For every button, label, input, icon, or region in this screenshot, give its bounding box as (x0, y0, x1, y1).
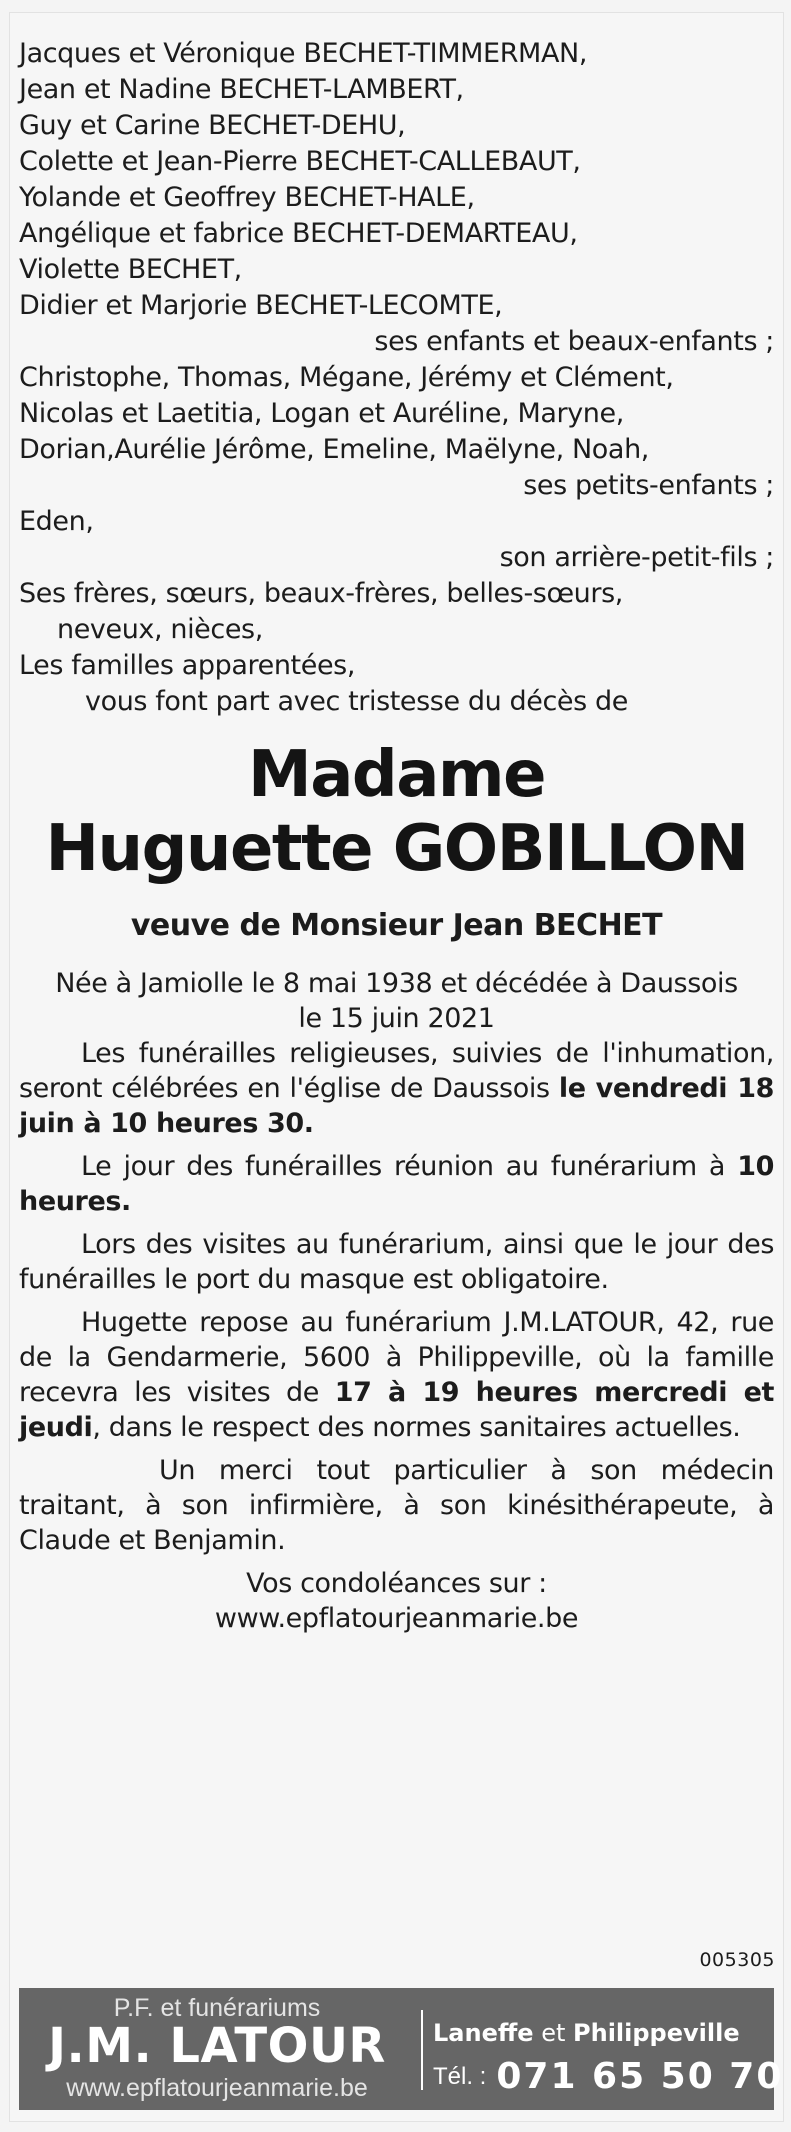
funeral-home-banner (19, 1988, 784, 2110)
thanks-paragraph: Un merci tout particulier à son médecin traitant, à son infirmière, à son kinésithérapeute, à Claude et Benjamin. (19, 1455, 774, 1556)
child-entry: Didier et Marjorie BECHET-LECOMTE, (19, 290, 503, 321)
funeral-text: Les funérailles religieuses, suivies de l'inhumation, seront célébrées en l'église de Daussois (19, 1038, 774, 1104)
rest-text: Hugette repose au funérarium J.M.LATOUR, 42, rue de la Gendarmerie, 5600 à Philippeville, où la famille recevra les visites de (19, 1307, 774, 1408)
great-grandchild-entry: Eden, (19, 506, 94, 537)
mask-paragraph: Lors des visites au funérarium, ainsi que le jour des funérailles le port du masque est obligatoire. (19, 1229, 774, 1295)
rest-paragraph (19, 1305, 774, 1445)
meeting-text: Le jour des funérailles réunion au funérarium à (81, 1151, 738, 1182)
birth-death-line: Née à Jamiolle le 8 mai 1938 et décédée à Daussois (55, 968, 738, 999)
grandchildren-entry: Nicolas et Laetitia, Logan et Auréline, Maryne, (19, 398, 624, 429)
siblings-line-continued: neveux, nièces, (57, 614, 263, 645)
rest-hours: 17 à 19 heures mercredi et jeudi (19, 1377, 774, 1443)
relatives-line: Les familles apparentées, (19, 650, 356, 681)
meeting-paragraph (19, 1149, 774, 1219)
child-entry: Jean et Nadine BECHET-LAMBERT, (19, 74, 464, 105)
funeral-home-locations (433, 2018, 740, 2048)
child-entry: Jacques et Véronique BECHET-TIMMERMAN, (19, 38, 588, 69)
children-list (19, 36, 774, 324)
child-entry: Violette BECHET, (19, 254, 242, 285)
announcement-line: vous font part avec tristesse du décès de (85, 686, 628, 717)
death-date-line: le 15 juin 2021 (298, 1003, 495, 1034)
funeral-time: le vendredi 18 juin à 10 heures 30. (19, 1073, 774, 1139)
great-grandchildren-role: son arrière-petit-fils ; (499, 542, 774, 573)
rest-text-end: , dans le respect des normes sanitaires actuelles. (92, 1412, 741, 1443)
meeting-time: 10 heures. (19, 1151, 774, 1217)
funeral-home-brand-block (19, 1988, 415, 2110)
grandchildren-entry: Dorian,Aurélie Jérôme, Emeline, Maëlyne, Noah, (19, 434, 649, 465)
child-entry: Guy et Carine BECHET-DEHU, (19, 110, 406, 141)
banner-divider (421, 2010, 423, 2090)
funeral-home-logo: J.M. LATOUR (48, 2018, 386, 2074)
location-philippeville: Philippeville (573, 2019, 740, 2047)
location-joiner: et (533, 2019, 574, 2047)
grandchildren-entry: Christophe, Thomas, Mégane, Jérémy et Clément, (19, 362, 674, 393)
funeral-home-subtitle: P.F. et funérariums (113, 1994, 321, 2022)
phone-number[interactable]: 071 65 50 70 (496, 2056, 784, 2097)
phone-label: Tél. : (433, 2062, 487, 2090)
siblings-line: Ses frères, sœurs, beaux-frères, belles-sœurs, (19, 578, 623, 609)
grandchildren-list (19, 360, 774, 468)
widow-of-line: veuve de Monsieur Jean BECHET (130, 908, 663, 943)
deceased-title: Madame (248, 738, 545, 812)
funeral-home-contact-block (433, 1988, 784, 2110)
reference-number: 005305 (699, 1949, 775, 1971)
condolences-url[interactable]: www.epflatourjeanmarie.be (214, 1603, 579, 1634)
phone-row (433, 2056, 783, 2097)
child-entry: Yolande et Geoffrey BECHET-HALE, (19, 182, 475, 213)
obituary-content (19, 36, 774, 1636)
funeral-paragraph (19, 1036, 774, 1141)
children-role: ses enfants et beaux-enfants ; (374, 326, 774, 357)
grandchildren-role: ses petits-enfants ; (523, 470, 774, 501)
condolences-label: Vos condoléances sur : (246, 1568, 547, 1599)
location-laneffe: Laneffe (433, 2019, 534, 2047)
child-entry: Angélique et fabrice BECHET-DEMARTEAU, (19, 218, 578, 249)
funeral-home-url[interactable]: www.epflatourjeanmarie.be (66, 2074, 368, 2102)
child-entry: Colette et Jean-Pierre BECHET-CALLEBAUT, (19, 146, 581, 177)
deceased-name: Huguette GOBILLON (45, 812, 748, 886)
